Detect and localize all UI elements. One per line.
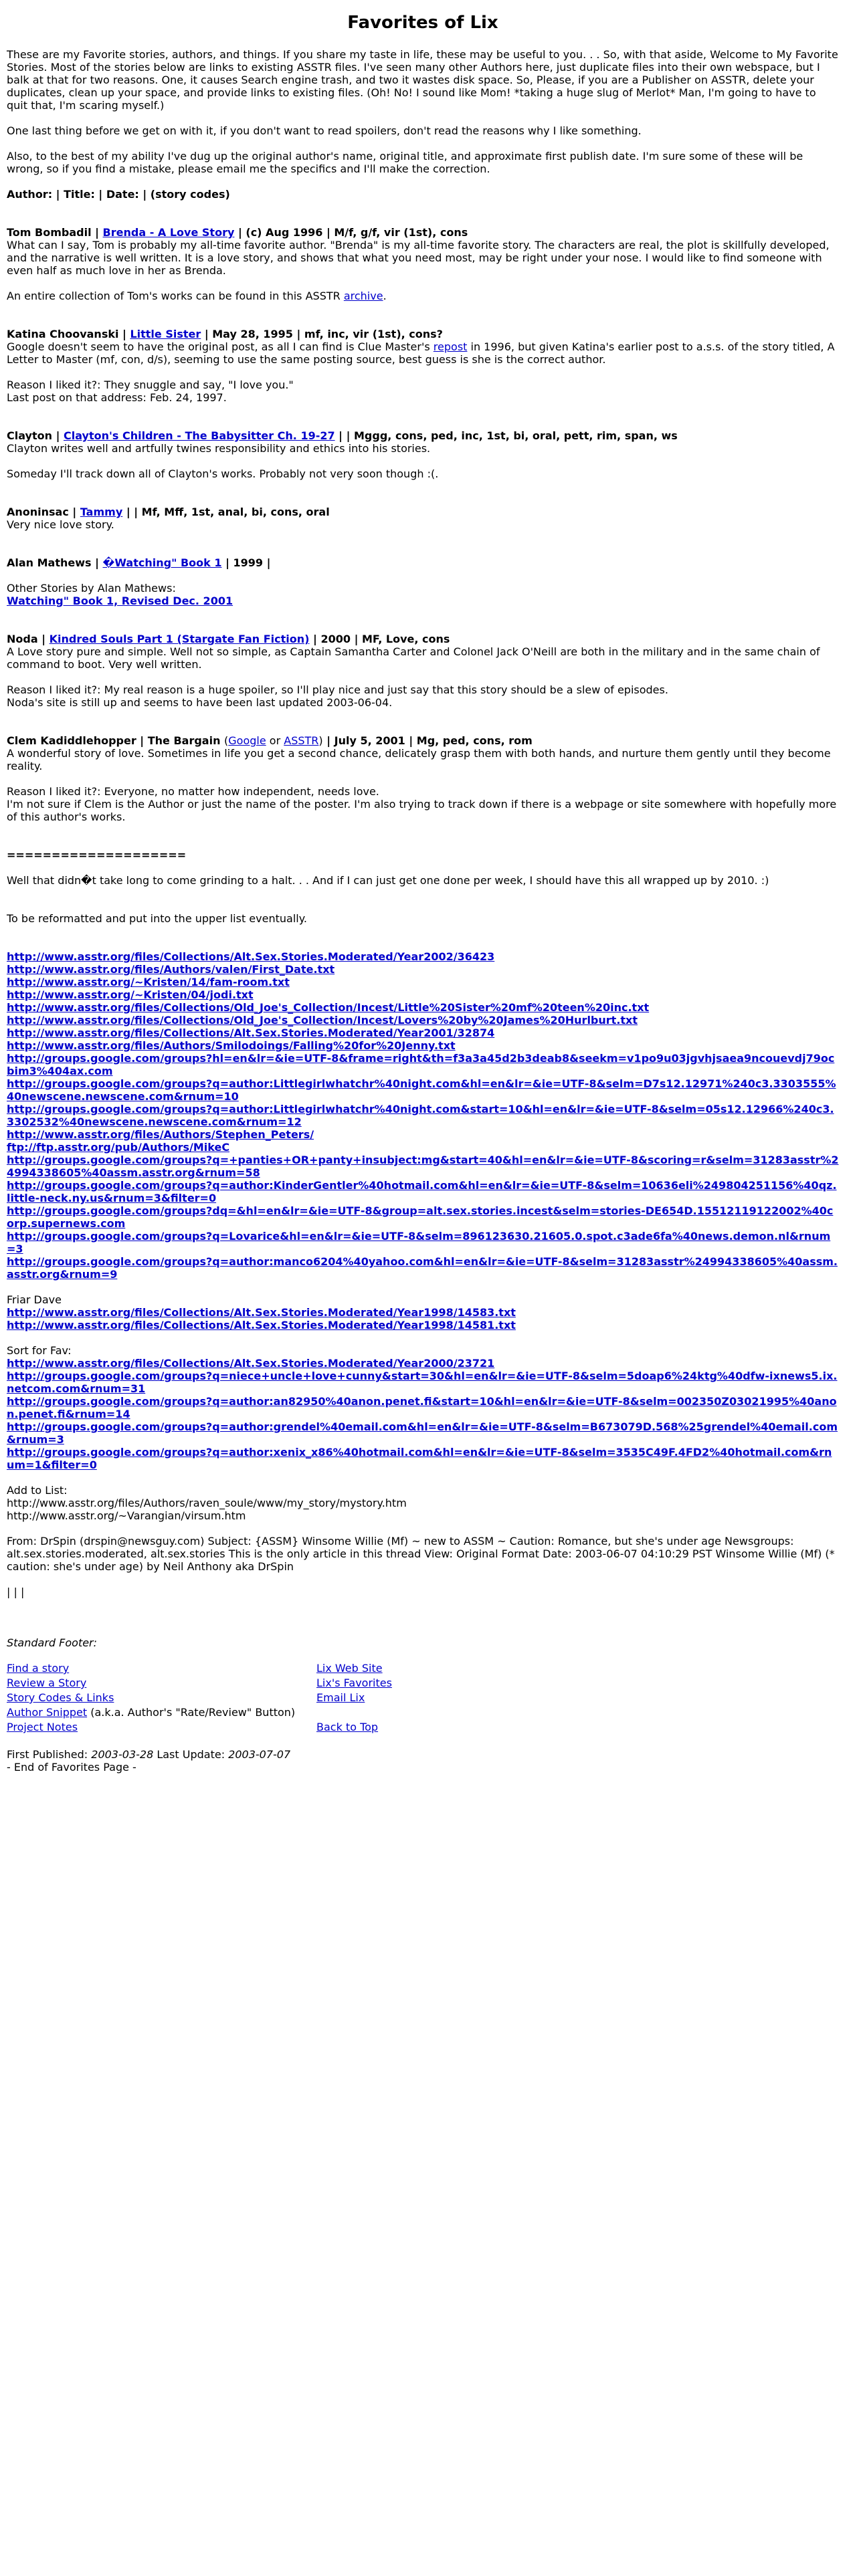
entry-author: Alan Mathews xyxy=(7,556,92,569)
entry-title: The Bargain xyxy=(147,734,221,747)
entry-description: Very nice love story. xyxy=(7,518,114,531)
link-item[interactable]: http://www.asstr.org/files/Collections/Alt.Sex.Stories.Moderated/Year2002/36423 xyxy=(7,950,495,963)
other-story-link[interactable]: Watching" Book 1, Revised Dec. 2001 xyxy=(7,595,233,607)
link-item[interactable]: http://groups.google.com/groups?q=Lovarice&hl=en&lr=&ie=UTF-8&selm=896123630.21605.0.spot.c3ade6fa%40news.demon.nl&rnum=3 xyxy=(7,1230,831,1255)
entry-meta: | Mf, Mff, 1st, anal, bi, cons, oral xyxy=(134,506,330,518)
archive-link[interactable]: archive xyxy=(343,290,383,302)
footer-find-story-link[interactable]: Find a story xyxy=(7,1662,70,1675)
entry-clem xyxy=(7,734,839,823)
from-text: From: DrSpin (drspin@newsguy.com) Subject: {ASSM} Winsome Willie (Mf) ~ new to ASSM ~ Caution: Romance, but she's under age Newsgroups: alt.sex.stories.moderated, alt.sex.stories This is the only article in this thread View: Original Format Date: 2003-06-07 04:10:29 PST Winsome Willie (Mf) (* caution: she's under age) by Neil Anthony aka DrSpin xyxy=(7,1535,835,1573)
entry-author: Clem Kadiddlehopper xyxy=(7,734,136,747)
link-item[interactable]: http://groups.google.com/groups?q=author:Littlegirlwhatchr%40night.com&start=10&hl=en&lr=&ie=UTF-8&selm=05s12.12966%240c3.3302532%40newscene.newscene.com&rnum=12 xyxy=(7,1103,834,1128)
entry-author: Noda xyxy=(7,633,38,645)
publish-info: First Published: 2003-03-28 Last Update: 2003-07-07 xyxy=(7,1748,291,1761)
link-item[interactable]: http://www.asstr.org/~Kristen/14/fam-room.txt xyxy=(7,976,290,988)
link-item[interactable]: http://groups.google.com/groups?q=author:Littlegirlwhatchr%40night.com&hl=en&lr=&ie=UTF-8&selm=D7s12.12971%240c3.3303555%40newscene.newscene.com&rnum=10 xyxy=(7,1077,836,1103)
spoiler-note: One last thing before we get on with it, if you don't want to read spoilers, don't read the reasons why I like something. xyxy=(7,124,642,137)
link-item[interactable]: http://www.asstr.org/files/Collections/Old_Joe's_Collection/Incest/Lovers%20by%20James%20Hurlburt.txt xyxy=(7,1014,638,1027)
link-item[interactable]: http://www.asstr.org/files/Collections/Alt.Sex.Stories.Moderated/Year1998/14583.txt xyxy=(7,1306,516,1319)
link-item[interactable]: http://www.asstr.org/files/Authors/Smilodoings/Falling%20for%20Jenny.txt xyxy=(7,1039,456,1052)
separator: ==================== xyxy=(7,849,187,861)
footer-story-codes-link[interactable]: Story Codes & Links xyxy=(7,1691,114,1704)
accuracy-note: Also, to the best of my ability I've dug up the original author's name, original title, and approximate first publish date. I'm sure some of these will be wrong, so if you find a mistake, please email me the specifics and I'll make the correction. xyxy=(7,150,803,175)
link-item[interactable]: http://www.asstr.org/files/Collections/Alt.Sex.Stories.Moderated/Year2001/32874 xyxy=(7,1027,495,1039)
link-item[interactable]: http://groups.google.com/groups?dq=&hl=en&lr=&ie=UTF-8&group=alt.sex.stories.incest&selm=stories-DE654D.15512119122002%40corp.supernews.com xyxy=(7,1204,834,1230)
entry-description: Clayton writes well and artfully twines responsibility and ethics into his stories. xyxy=(7,442,431,455)
footer-email-lix-link[interactable]: Email Lix xyxy=(316,1691,365,1704)
legend: Author: | Title: | Date: | (story codes) xyxy=(7,188,230,201)
entry-description: A wonderful story of love. Sometimes in life you get a second chance, delicately grasp them with both hands, and nurture them gently until they become reality. xyxy=(7,747,831,772)
entry-noda xyxy=(7,633,839,709)
entry-reason: Reason I liked it?: Everyone, no matter how independent, needs love. I'm not sure if Clem is the Author or just the name of the poster. I'm also trying to track down if there is a webpage or site somewhere with hopefully more of this author's works. xyxy=(7,785,837,823)
entry-note: Someday I'll track down all of Clayton's works. Probably not very soon though :(. xyxy=(7,467,439,480)
published-date: 2003-03-28 xyxy=(91,1748,154,1761)
entry-meta: (c) Aug 1996 | M/f, g/f, vir (1st), cons xyxy=(246,226,468,239)
link-item[interactable]: http://groups.google.com/groups?q=author:an82950%40anon.penet.fi&start=10&hl=en&lr=&ie=UTF-8&selm=002350Z03021995%40anon.penet.fi&rnum=14 xyxy=(7,1395,837,1420)
entry-reason: Reason I liked it?: My real reason is a huge spoiler, so I'll play nice and just say that this story should be a slew of episodes. Noda's site is still up and seems to have been last updated 2003-06-04. xyxy=(7,683,668,709)
entry-title-link[interactable]: �Watching" Book 1 xyxy=(102,556,222,569)
footer-back-to-top-link[interactable]: Back to Top xyxy=(316,1721,379,1733)
entry-clayton xyxy=(7,429,839,480)
entry-description: A Love story pure and simple. Well not so simple, as Captain Samantha Carter and Colonel Jack O'Neill are both in the military and in the same chain of command to boot. Very well written. xyxy=(7,645,820,671)
entry-reason: Reason I liked it?: They snuggle and say, "I love you." Last post on that address: Feb. 24, 1997. xyxy=(7,379,294,404)
entry-title-link[interactable]: Little Sister xyxy=(130,328,201,340)
entry-katina xyxy=(7,328,839,404)
friar-dave-section xyxy=(7,1293,839,1331)
entry-meta: May 28, 1995 | mf, inc, vir (1st), cons? xyxy=(212,328,443,340)
link-item[interactable]: ftp://ftp.asstr.org/pub/Authors/MikeC xyxy=(7,1141,230,1154)
link-item[interactable]: http://groups.google.com/groups?q=+panties+OR+panty+insubject:mg&start=40&hl=en&lr=&ie=UTF-8&scoring=r&selm=31283asstr%24994338605%40assm.asstr.org&rnum=58 xyxy=(7,1154,839,1179)
footer-label: Standard Footer: xyxy=(7,1636,98,1649)
reformat-note: To be reformatted and put into the upper list eventually. xyxy=(7,912,307,925)
standard-footer xyxy=(7,1662,626,1735)
link-item[interactable]: http://groups.google.com/groups?q=author:xenix_x86%40hotmail.com&hl=en&lr=&ie=UTF-8&selm=3535C49F.4FD2%40hotmail.com&rnum=1&filter=0 xyxy=(7,1446,832,1471)
entry-header: Clem Kadiddlehopper | The Bargain (Google or ASSTR) | July 5, 2001 | Mg, ped, cons, rom xyxy=(7,734,533,747)
add-list-section xyxy=(7,1484,839,1522)
entry-author: Katina Choovanski xyxy=(7,328,119,340)
entry-header: Tom Bombadil | Brenda - A Love Story | (c) Aug 1996 | M/f, g/f, vir (1st), cons xyxy=(7,226,468,239)
link-item[interactable]: http://groups.google.com/groups?q=author:manco6204%40yahoo.com&hl=en&lr=&ie=UTF-8&selm=31283asstr%24994338605%40assm.asstr.org&rnum=9 xyxy=(7,1255,838,1281)
footer-author-snippet-link[interactable]: Author Snippet xyxy=(7,1706,88,1719)
entry-alan-mathews xyxy=(7,556,839,607)
entry-header: Noda | Kindred Souls Part 1 (Stargate Fan Fiction) | 2000 | MF, Love, cons xyxy=(7,633,450,645)
footer-lix-favorites-link[interactable]: Lix's Favorites xyxy=(316,1677,392,1689)
entry-meta: 2000 | MF, Love, cons xyxy=(320,633,450,645)
link-item[interactable]: http://www.asstr.org/files/Collections/Old_Joe's_Collection/Incest/Little%20Sister%20mf%20teen%20inc.txt xyxy=(7,1001,650,1014)
updated-date: 2003-07-07 xyxy=(228,1748,291,1761)
repost-link[interactable]: repost xyxy=(433,340,468,353)
entry-meta: | Mggg, cons, ped, inc, 1st, bi, oral, pett, rim, span, ws xyxy=(346,429,678,442)
asstr-link[interactable]: ASSTR xyxy=(284,734,319,747)
entry-header: Alan Mathews | �Watching" Book 1 | 1999 | xyxy=(7,556,271,569)
other-stories: Other Stories by Alan Mathews: Watching" Book 1, Revised Dec. 2001 xyxy=(7,582,233,607)
links-friar-list xyxy=(7,1306,839,1331)
google-link[interactable]: Google xyxy=(228,734,266,747)
entry-anoninsac xyxy=(7,506,839,531)
sort-label: Sort for Fav: xyxy=(7,1344,72,1357)
entry-title-link[interactable]: Kindred Souls Part 1 (Stargate Fan Fiction) xyxy=(49,633,310,645)
entry-author: Clayton xyxy=(7,429,52,442)
entry-description: What can I say, Tom is probably my all-time favorite author. "Brenda" is my all-time favorite story. The characters are real, the plot is skillfully developed, and the narrative is well written. It is a love story, and shows that what you need most, may be right under your nose. I would like to find someone with even half as much love in her as Brenda. xyxy=(7,239,830,277)
link-item[interactable]: http://groups.google.com/groups?hl=en&lr=&ie=UTF-8&frame=right&th=f3a3a45d2b3deab8&seekm=v1po9u03jgvhjsaea9ncouevdj79ocbim3%404ax.com xyxy=(7,1052,835,1077)
entry-author: Anoninsac xyxy=(7,506,69,518)
footer-author-snippet-suffix: (a.k.a. Author's "Rate/Review" Button) xyxy=(87,1706,296,1719)
entry-header: Clayton | Clayton's Children - The Babysitter Ch. 19-27 | | Mggg, cons, ped, inc, 1st, bi, oral, pett, rim, span, ws xyxy=(7,429,678,442)
footer-review-story-link[interactable]: Review a Story xyxy=(7,1677,87,1689)
archive-note: An entire collection of Tom's works can be found in this ASSTR archive. xyxy=(7,290,387,302)
entry-description: Google doesn't seem to have the original post, as all I can find is Clue Master's repost in 1996, but given Katina's earlier post to a.s.s. of the story titled, A Letter to Master (mf, con, d/s), seeming to use the same posting source, best guess is she is the correct author. xyxy=(7,340,835,366)
entry-header: Anoninsac | Tammy | | Mf, Mff, 1st, anal, bi, cons, oral xyxy=(7,506,330,518)
entry-header: Katina Choovanski | Little Sister | May 28, 1995 | mf, inc, vir (1st), cons? xyxy=(7,328,443,340)
entry-meta: July 5, 2001 | Mg, ped, cons, rom xyxy=(334,734,533,747)
link-item[interactable]: http://groups.google.com/groups?q=author:grendel%40email.com&hl=en&lr=&ie=UTF-8&selm=B673079D.568%25grendel%40email.com&rnum=3 xyxy=(7,1420,838,1446)
link-item[interactable]: http://groups.google.com/groups?q=niece+uncle+love+cunny&start=30&hl=en&lr=&ie=UTF-8&selm=5doap6%24ktg%40dfw-ixnews5.ix.netcom.com&rnum=31 xyxy=(7,1370,838,1395)
friar-label: Friar Dave xyxy=(7,1293,62,1306)
link-item[interactable]: http://www.asstr.org/files/Collections/Alt.Sex.Stories.Moderated/Year1998/14581.txt xyxy=(7,1319,516,1331)
add-list-url: http://www.asstr.org/files/Authors/raven_soule/www/my_story/mystory.htm xyxy=(7,1497,407,1509)
footer-project-notes-link[interactable]: Project Notes xyxy=(7,1721,78,1733)
link-item[interactable]: http://www.asstr.org/files/Collections/Alt.Sex.Stories.Moderated/Year2000/23721 xyxy=(7,1357,495,1370)
link-item[interactable]: http://groups.google.com/groups?q=author:KinderGentler%40hotmail.com&hl=en&lr=&ie=UTF-8&selm=10636eli%249804251156%40qz.little-neck.ny.us&rnum=3&filter=0 xyxy=(7,1179,837,1204)
add-list-url: http://www.asstr.org/~Varangian/virsum.htm xyxy=(7,1509,246,1522)
page-title: Favorites of Lix xyxy=(347,13,498,33)
intro-text: These are my Favorite stories, authors, and things. If you share my taste in life, these may be useful to you. . . So, with that aside, Welcome to My Favorite Stories. Most of the stories below are links to existing ASSTR files. I've seen many other Authors here, just duplicate files into their own webspace, but I balk at that for two reasons. One, it causes Search engine trash, and two it wastes disk space. So, Please, if you are a Publisher on ASSTR, delete your duplicates, clean up your space, and provide links to existing files. (Oh! No! I sound like Mom! *taking a huge slug of Merlot* Man, I'm going to have to quit that, I'm scaring myself.) xyxy=(7,48,838,112)
entry-author: Tom Bombadil xyxy=(7,226,92,239)
pipes-text: | | | xyxy=(7,1586,25,1598)
links-main-list xyxy=(7,950,839,1281)
sort-section xyxy=(7,1344,839,1471)
entry-tom xyxy=(7,226,839,302)
entry-title-link[interactable]: Clayton's Children - The Babysitter Ch. 19-27 xyxy=(63,429,335,442)
entry-title-link[interactable]: Tammy xyxy=(80,506,123,518)
entry-title-link[interactable]: Brenda - A Love Story xyxy=(102,226,235,239)
entry-meta: 1999 | xyxy=(233,556,271,569)
link-item[interactable]: http://www.asstr.org/files/Authors/Stephen_Peters/ xyxy=(7,1128,314,1141)
link-item[interactable]: http://www.asstr.org/~Kristen/04/jodi.txt xyxy=(7,988,254,1001)
grind-note: Well that didn�t take long to come grinding to a halt. . . And if I can just get one done per week, I should have this all wrapped up by 2010. :) xyxy=(7,874,769,887)
add-list-label: Add to List: xyxy=(7,1484,68,1497)
footer-lix-web-site-link[interactable]: Lix Web Site xyxy=(316,1662,383,1675)
end-of-page: - End of Favorites Page - xyxy=(7,1761,136,1774)
link-item[interactable]: http://www.asstr.org/files/Authors/valen/First_Date.txt xyxy=(7,963,335,976)
links-sort-list xyxy=(7,1357,839,1471)
